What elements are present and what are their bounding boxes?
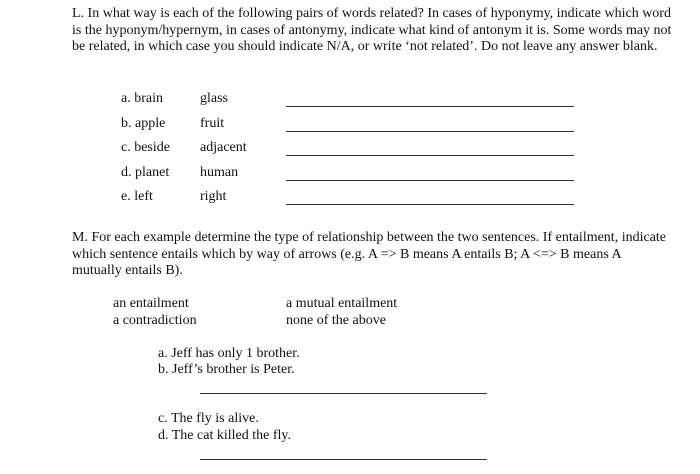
pair-c-word2: adjacent [200, 140, 247, 155]
pair-d-word2: human [200, 165, 239, 180]
pair-c-word1: c. beside [121, 140, 170, 155]
question-l-instructions: L. In what way is each of the following pairs of words related? In cases of hyponymy, indicate which word is the hyponym/hypernym, in cases of antonymy, indicate what kind of antonym it is. Some words may not be related, in which case you should indicate N/A, or write ‘not related’. Do not leave any answer blank. [72, 6, 672, 54]
answer-line-example-1[interactable] [200, 393, 487, 394]
answer-line-d[interactable] [286, 180, 574, 181]
pair-d-word1: d. planet [121, 165, 170, 180]
example-1-sentence-a: a. Jeff has only 1 brother. [158, 346, 300, 361]
pair-a-word2: glass [200, 91, 228, 106]
answer-line-b[interactable] [286, 131, 574, 132]
option-entailment: an entailment [113, 296, 189, 311]
pair-b-word2: fruit [200, 116, 225, 131]
question-m-instructions: M. For each example determine the type of relationship between the two sentences. If entailment, indicate which sentence entails which by way of arrows (e.g. A => B means A entails B; A <=> B means A mutually entails B). [72, 230, 667, 278]
pair-e-word2: right [200, 189, 227, 204]
answer-line-example-2[interactable] [200, 459, 487, 460]
answer-line-e[interactable] [286, 204, 574, 205]
example-2-sentence-c: c. The fly is alive. [158, 411, 259, 426]
pair-e-word1: e. left [121, 189, 153, 204]
example-1-sentence-b: b. Jeff’s brother is Peter. [158, 362, 295, 377]
answer-line-a[interactable] [286, 106, 574, 107]
pair-a-word1: a. brain [121, 91, 163, 106]
option-mutual-entailment: a mutual entailment [286, 296, 398, 311]
pair-b-word1: b. apple [121, 116, 166, 131]
example-2-sentence-d: d. The cat killed the fly. [158, 428, 291, 443]
option-contradiction: a contradiction [113, 313, 197, 328]
answer-line-c[interactable] [286, 155, 574, 156]
option-none-of-the-above: none of the above [286, 313, 386, 328]
